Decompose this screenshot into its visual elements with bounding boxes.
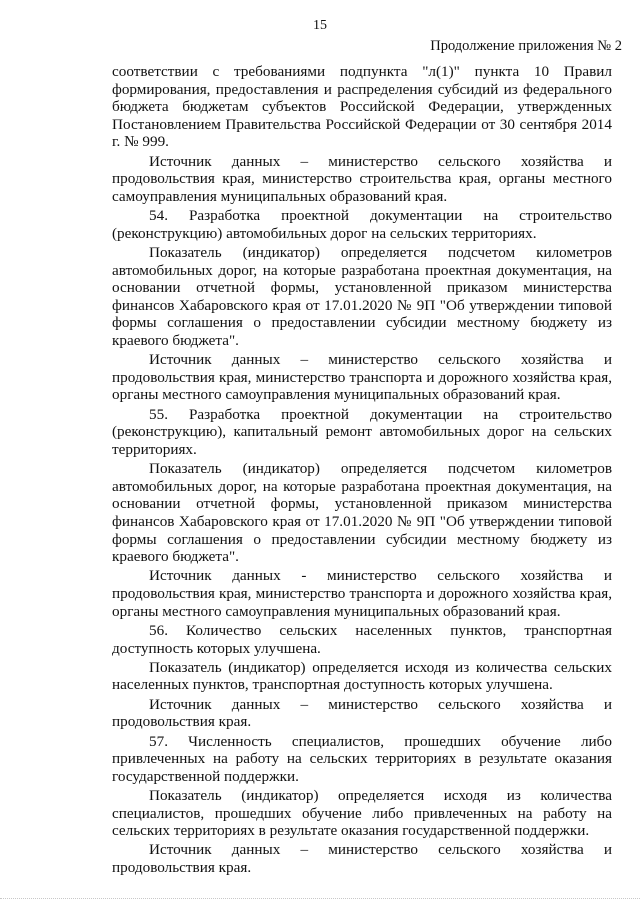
paragraph-indicator: Показатель (индикатор) определяется подсчетом километров автомобильных дорог, на которые разработана проектная документация, на основании отчетной формы, установленной приказом министерства финансов Хабаровского края от 17.01.2020 № 9П "Об утверждении типовой формы соглашения о предоставлении субсидии местному бюджету из краевого бюджета". xyxy=(112,460,612,566)
paragraph-indicator: Показатель (индикатор) определяется подсчетом километров автомобильных дорог, на которые разработана проектная документация, на основании отчетной формы, установленной приказом министерства финансов Хабаровского края от 17.01.2020 № 9П "Об утверждении типовой формы соглашения о предоставлении субсидии местному бюджету из краевого бюджета". xyxy=(112,244,612,349)
paragraph-item-56: 56. Количество сельских населенных пунктов, транспортная доступность которых улучшена. xyxy=(112,621,612,657)
paragraph-data-source: Источник данных – министерство сельского хозяйства и продовольствия края. xyxy=(112,695,612,731)
appendix-continuation-note: Продолжение приложения № 2 xyxy=(430,38,622,54)
paragraph-indicator: Показатель (индикатор) определяется исходя из количества специалистов, прошедших обучение либо привлеченных на работу на сельских территориях в результате оказания государственной поддержки. xyxy=(112,787,612,840)
paragraph-indicator: Показатель (индикатор) определяется исходя из количества сельских населенных пунктов, транспортная доступность которых улучшена. xyxy=(112,658,612,694)
paragraph-data-source: Источник данных – министерство сельского хозяйства и продовольствия края, министерство транспорта и дорожного хозяйства края, органы местного самоуправления муниципальных образований края. xyxy=(112,351,612,404)
page-number: 15 xyxy=(313,18,327,33)
paragraph-item-54: 54. Разработка проектной документации на строительство (реконструкцию) автомобильных дорог на сельских территориях. xyxy=(112,207,612,242)
paragraph-data-source: Источник данных – министерство сельского хозяйства и продовольствия края. xyxy=(112,841,612,877)
paragraph-data-source: Источник данных – министерство сельского хозяйства и продовольствия края, министерство строительства края, органы местного самоуправления муниципальных образований края. xyxy=(112,152,612,205)
paragraph-continuation: соответствии с требованиями подпункта "л(1)" пункта 10 Правил формирования, предоставления и распределения субсидий из федерального бюджета бюджетам субъектов Российской Федерации, утвержденных Постановлением Правительства Российской Федерации от 30 сентября 2014 г. № 999. xyxy=(112,63,612,151)
scan-edge-artifact xyxy=(0,898,640,899)
paragraph-item-55: 55. Разработка проектной документации на строительство (реконструкцию), капитальный ремонт автомобильных дорог на сельских территориях. xyxy=(112,405,612,458)
paragraph-item-57: 57. Численность специалистов, прошедших обучение либо привлеченных на работу на сельских территориях в результате оказания государственной поддержки. xyxy=(112,732,612,785)
document-body xyxy=(112,63,612,878)
paragraph-data-source: Источник данных - министерство сельского хозяйства и продовольствия края, министерство транспорта и дорожного хозяйства края, органы местного самоуправления муниципальных образований края. xyxy=(112,567,612,620)
